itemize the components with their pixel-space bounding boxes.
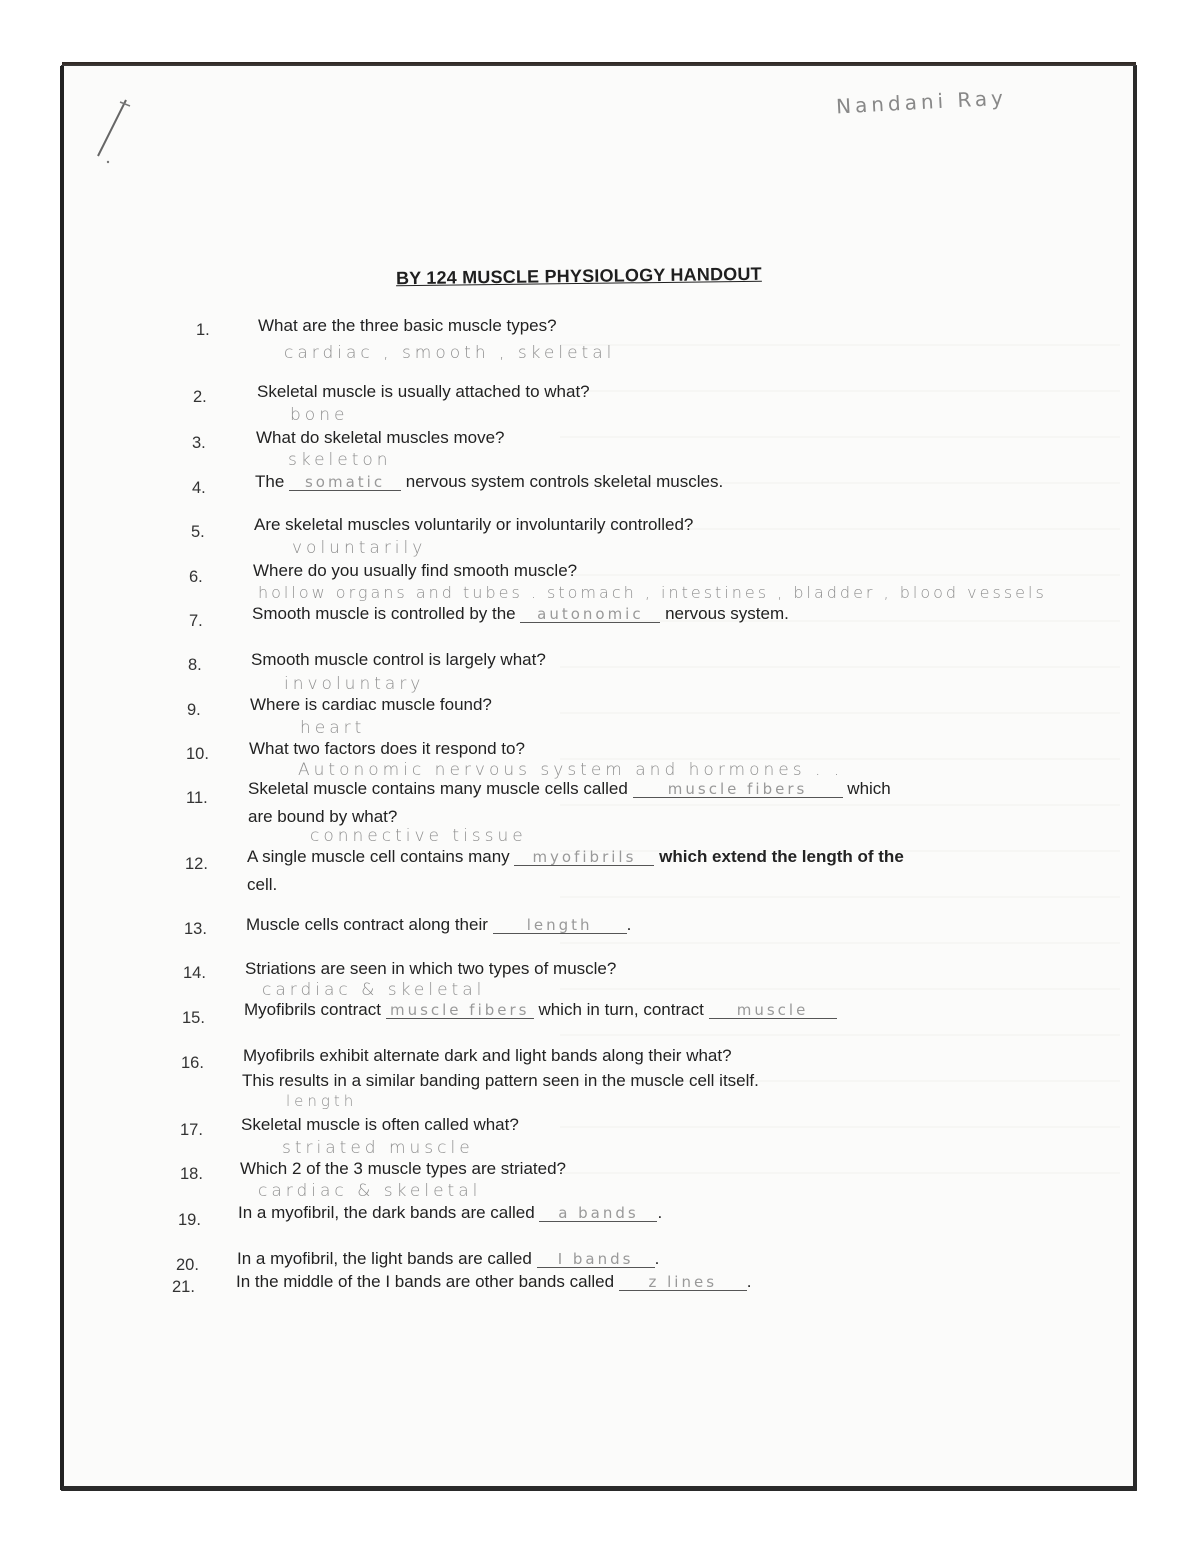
question-text: Skeletal muscle is usually attached to what? (257, 382, 590, 401)
question-number: 14. (183, 964, 206, 982)
question-text (252, 604, 789, 624)
handwritten-answer: voluntarily (292, 538, 427, 558)
handwritten-answer: somatic (304, 473, 386, 491)
handwritten-answer: involuntary (284, 674, 425, 694)
question-text-pre: Myofibrils contract (244, 1000, 381, 1019)
question-text (247, 847, 904, 867)
question-text-pre: Muscle cells contract along their (246, 915, 488, 934)
question-number: 12. (185, 855, 208, 873)
question-number: 6. (189, 568, 203, 586)
question-text (236, 1272, 752, 1292)
question-text: Skeletal muscle is often called what? (241, 1115, 519, 1134)
question-text-pre: The (255, 472, 285, 491)
question-text: What are the three basic muscle types? (258, 316, 557, 335)
question-number: 17. (180, 1121, 203, 1139)
answer-blank[interactable] (493, 917, 627, 934)
question-text (255, 472, 723, 492)
question-text: Which 2 of the 3 muscle types are striated? (240, 1159, 566, 1178)
answer-blank[interactable] (633, 781, 843, 798)
answer-blank[interactable] (386, 1002, 534, 1019)
answer-blank[interactable] (289, 474, 401, 491)
question-number: 16. (181, 1054, 204, 1072)
pen-mark-icon (86, 96, 136, 172)
question-number: 1. (196, 321, 210, 339)
question-number: 21. (172, 1278, 195, 1296)
question-text-post: nervous system. (665, 604, 789, 623)
question-text-line2: are bound by what? (248, 807, 398, 826)
question-number: 3. (192, 434, 206, 452)
question-text-post: . (657, 1203, 663, 1222)
question-number: 11. (186, 789, 208, 807)
handwritten-answer: length (286, 1092, 358, 1110)
question-number: 15. (182, 1009, 205, 1027)
answer-blank[interactable] (520, 606, 660, 623)
question-text-post: . (746, 1272, 752, 1291)
handwritten-answer: bone (290, 405, 349, 425)
handwritten-answer: muscle (736, 1001, 809, 1019)
question-number: 2. (193, 388, 207, 406)
question-number: 19. (178, 1211, 201, 1229)
handwritten-answer: cardiac & skeletal (262, 980, 486, 1000)
question-number: 7. (189, 612, 203, 630)
handwritten-answer: cardiac & skeletal (258, 1181, 482, 1201)
question-text: Where do you usually find smooth muscle? (253, 561, 578, 580)
question-text-mid: which in turn, contract (538, 1000, 704, 1019)
question-text: Striations are seen in which two types of muscle? (245, 959, 617, 978)
question-text: Smooth muscle control is largely what? (251, 650, 546, 669)
question-text (238, 1203, 662, 1223)
handwritten-answer: muscle fibers (389, 1001, 530, 1019)
answer-blank[interactable] (619, 1274, 747, 1291)
handwritten-answer: autonomic (537, 605, 644, 623)
question-text: What two factors does it respond to? (249, 739, 525, 758)
question-text-post: nervous system controls skeletal muscles. (405, 472, 724, 491)
question-number: 8. (188, 656, 202, 674)
handwritten-answer: skeleton (288, 450, 392, 470)
question-number: 20. (176, 1256, 199, 1274)
student-name: Nandani Ray (835, 85, 1008, 119)
answer-blank[interactable] (709, 1002, 837, 1019)
question-text-post: . (654, 1249, 660, 1268)
page-title: BY 124 MUSCLE PHYSIOLOGY HANDOUT (395, 263, 762, 289)
question-text-post: which (847, 779, 891, 798)
question-text (248, 779, 891, 799)
paper-bottom-edge (62, 1486, 1136, 1491)
question-number: 5. (191, 523, 205, 541)
handwritten-answer: a bands (558, 1204, 639, 1222)
answer-blank[interactable] (537, 1251, 655, 1268)
handwritten-answer: cardiac , smooth , skeletal (284, 343, 616, 363)
question-number: 9. (187, 701, 201, 719)
handwritten-answer: hollow organs and tubes . stomach , intestines , bladder , blood vessels (258, 583, 1047, 602)
question-text: What do skeletal muscles move? (256, 428, 505, 447)
handwritten-answer: Autonomic nervous system and hormones . . (298, 760, 844, 780)
paper-right-edge (1133, 66, 1137, 1490)
question-text-pre: A single muscle cell contains many (247, 847, 510, 866)
question-text-pre: In a myofibril, the dark bands are called (238, 1203, 535, 1222)
answer-blank[interactable] (539, 1205, 657, 1222)
question-number: 13. (184, 920, 207, 938)
question-text-post: which extend the length of the (659, 847, 904, 866)
question-text: Are skeletal muscles voluntarily or involuntarily controlled? (254, 515, 694, 534)
answer-blank[interactable] (514, 849, 654, 866)
question-text (244, 1000, 837, 1020)
question-number: 18. (180, 1165, 203, 1183)
handwritten-answer: striated muscle (282, 1138, 474, 1158)
handwritten-answer: z lines (648, 1273, 718, 1291)
question-text-pre: Skeletal muscle contains many muscle cells called (248, 779, 628, 798)
handwritten-answer: heart (300, 718, 366, 738)
question-text (246, 915, 631, 935)
handwritten-answer: muscle fibers (667, 780, 808, 798)
handwritten-answer: myofibrils (532, 848, 637, 866)
question-text-pre: Smooth muscle is controlled by the (252, 604, 516, 623)
question-text-pre: In a myofibril, the light bands are called (237, 1249, 532, 1268)
handwritten-answer: length (526, 916, 593, 934)
handwritten-answer: connective tissue (310, 826, 527, 846)
question-text: Myofibrils exhibit alternate dark and light bands along their what? (243, 1046, 732, 1065)
question-number: 10. (186, 745, 209, 763)
question-text-post: . (626, 915, 632, 934)
question-text: Where is cardiac muscle found? (250, 695, 492, 714)
paper-left-edge (60, 66, 64, 1490)
handwritten-answer: I bands (557, 1250, 634, 1268)
question-text (237, 1249, 659, 1269)
question-text-pre: In the middle of the I bands are other bands called (236, 1272, 615, 1291)
question-text-line2: This results in a similar banding pattern seen in the muscle cell itself. (242, 1071, 759, 1090)
question-text-line2: cell. (247, 875, 278, 894)
question-number: 4. (192, 479, 206, 497)
